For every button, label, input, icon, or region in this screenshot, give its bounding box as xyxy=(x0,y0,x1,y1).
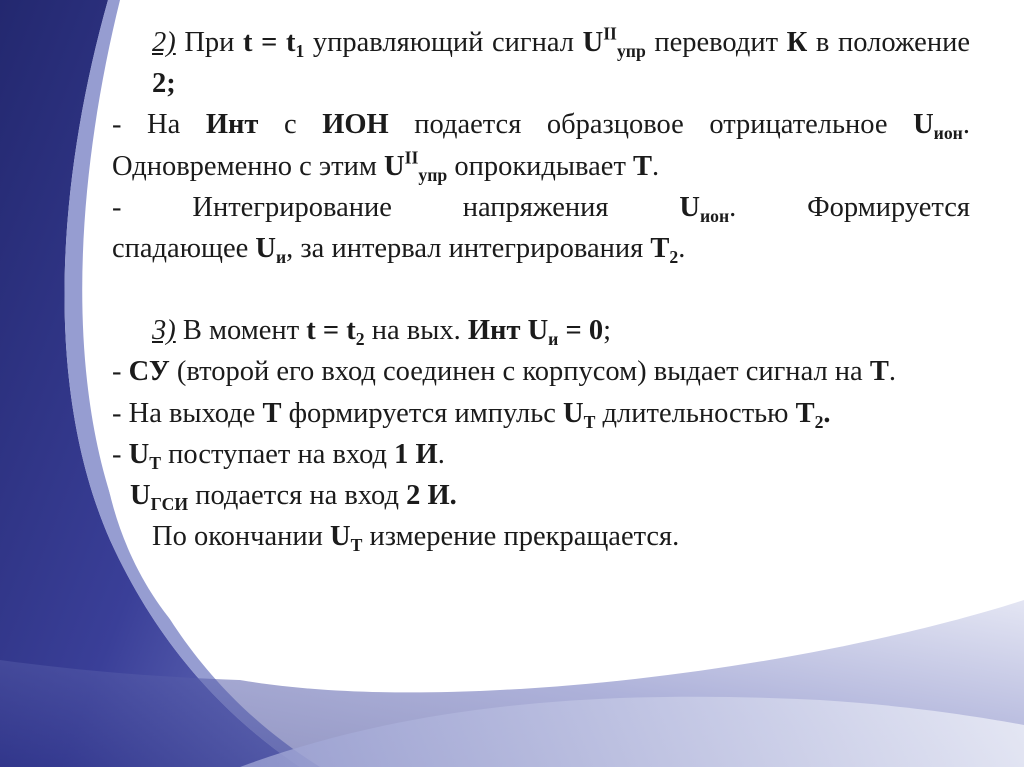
block2-line3: Одновременно с этим $U^{II}_{упр}$ опрокидывает Т. xyxy=(112,147,660,185)
block2-line2: - На Инт с ИОН подается образцовое отрицательное $U_{ион}$. xyxy=(112,109,970,144)
paragraph-gap xyxy=(112,269,970,310)
block2-line1: 2) При $t = t_1$ управляющий сигнал $U^{II}_{упр}$ переводит К в положение 2; xyxy=(152,23,970,100)
block3-line5: $U_{ГСИ}$ подается на вход 2 И. xyxy=(130,480,457,515)
block2-line4: - Интегрирование напряжения $U_{ион}$. Формируется xyxy=(112,191,970,226)
block3-line6: По окончании $U_Т$ измерение прекращается. xyxy=(152,521,680,556)
block2-line5: спадающее $U_и$, за интервал интегрирования $Т_2$. xyxy=(112,233,686,268)
block3-number: 3) xyxy=(152,315,176,347)
slide-text xyxy=(112,22,970,557)
block2-number: 2) xyxy=(152,27,176,58)
block3-line4: - $U_Т$ поступает на вход 1 И. xyxy=(112,438,445,473)
block3-line1: 3) В момент $t = t_2$ на вых. Инт $U_и = 0$; xyxy=(152,315,612,350)
block3-line3: - На выходе Т формируется импульс $U_Т$ длительностью $Т_2$. xyxy=(112,397,831,432)
block3-line2: - СУ (второй его вход соединен с корпусом) выдает сигнал на Т. xyxy=(112,356,896,388)
